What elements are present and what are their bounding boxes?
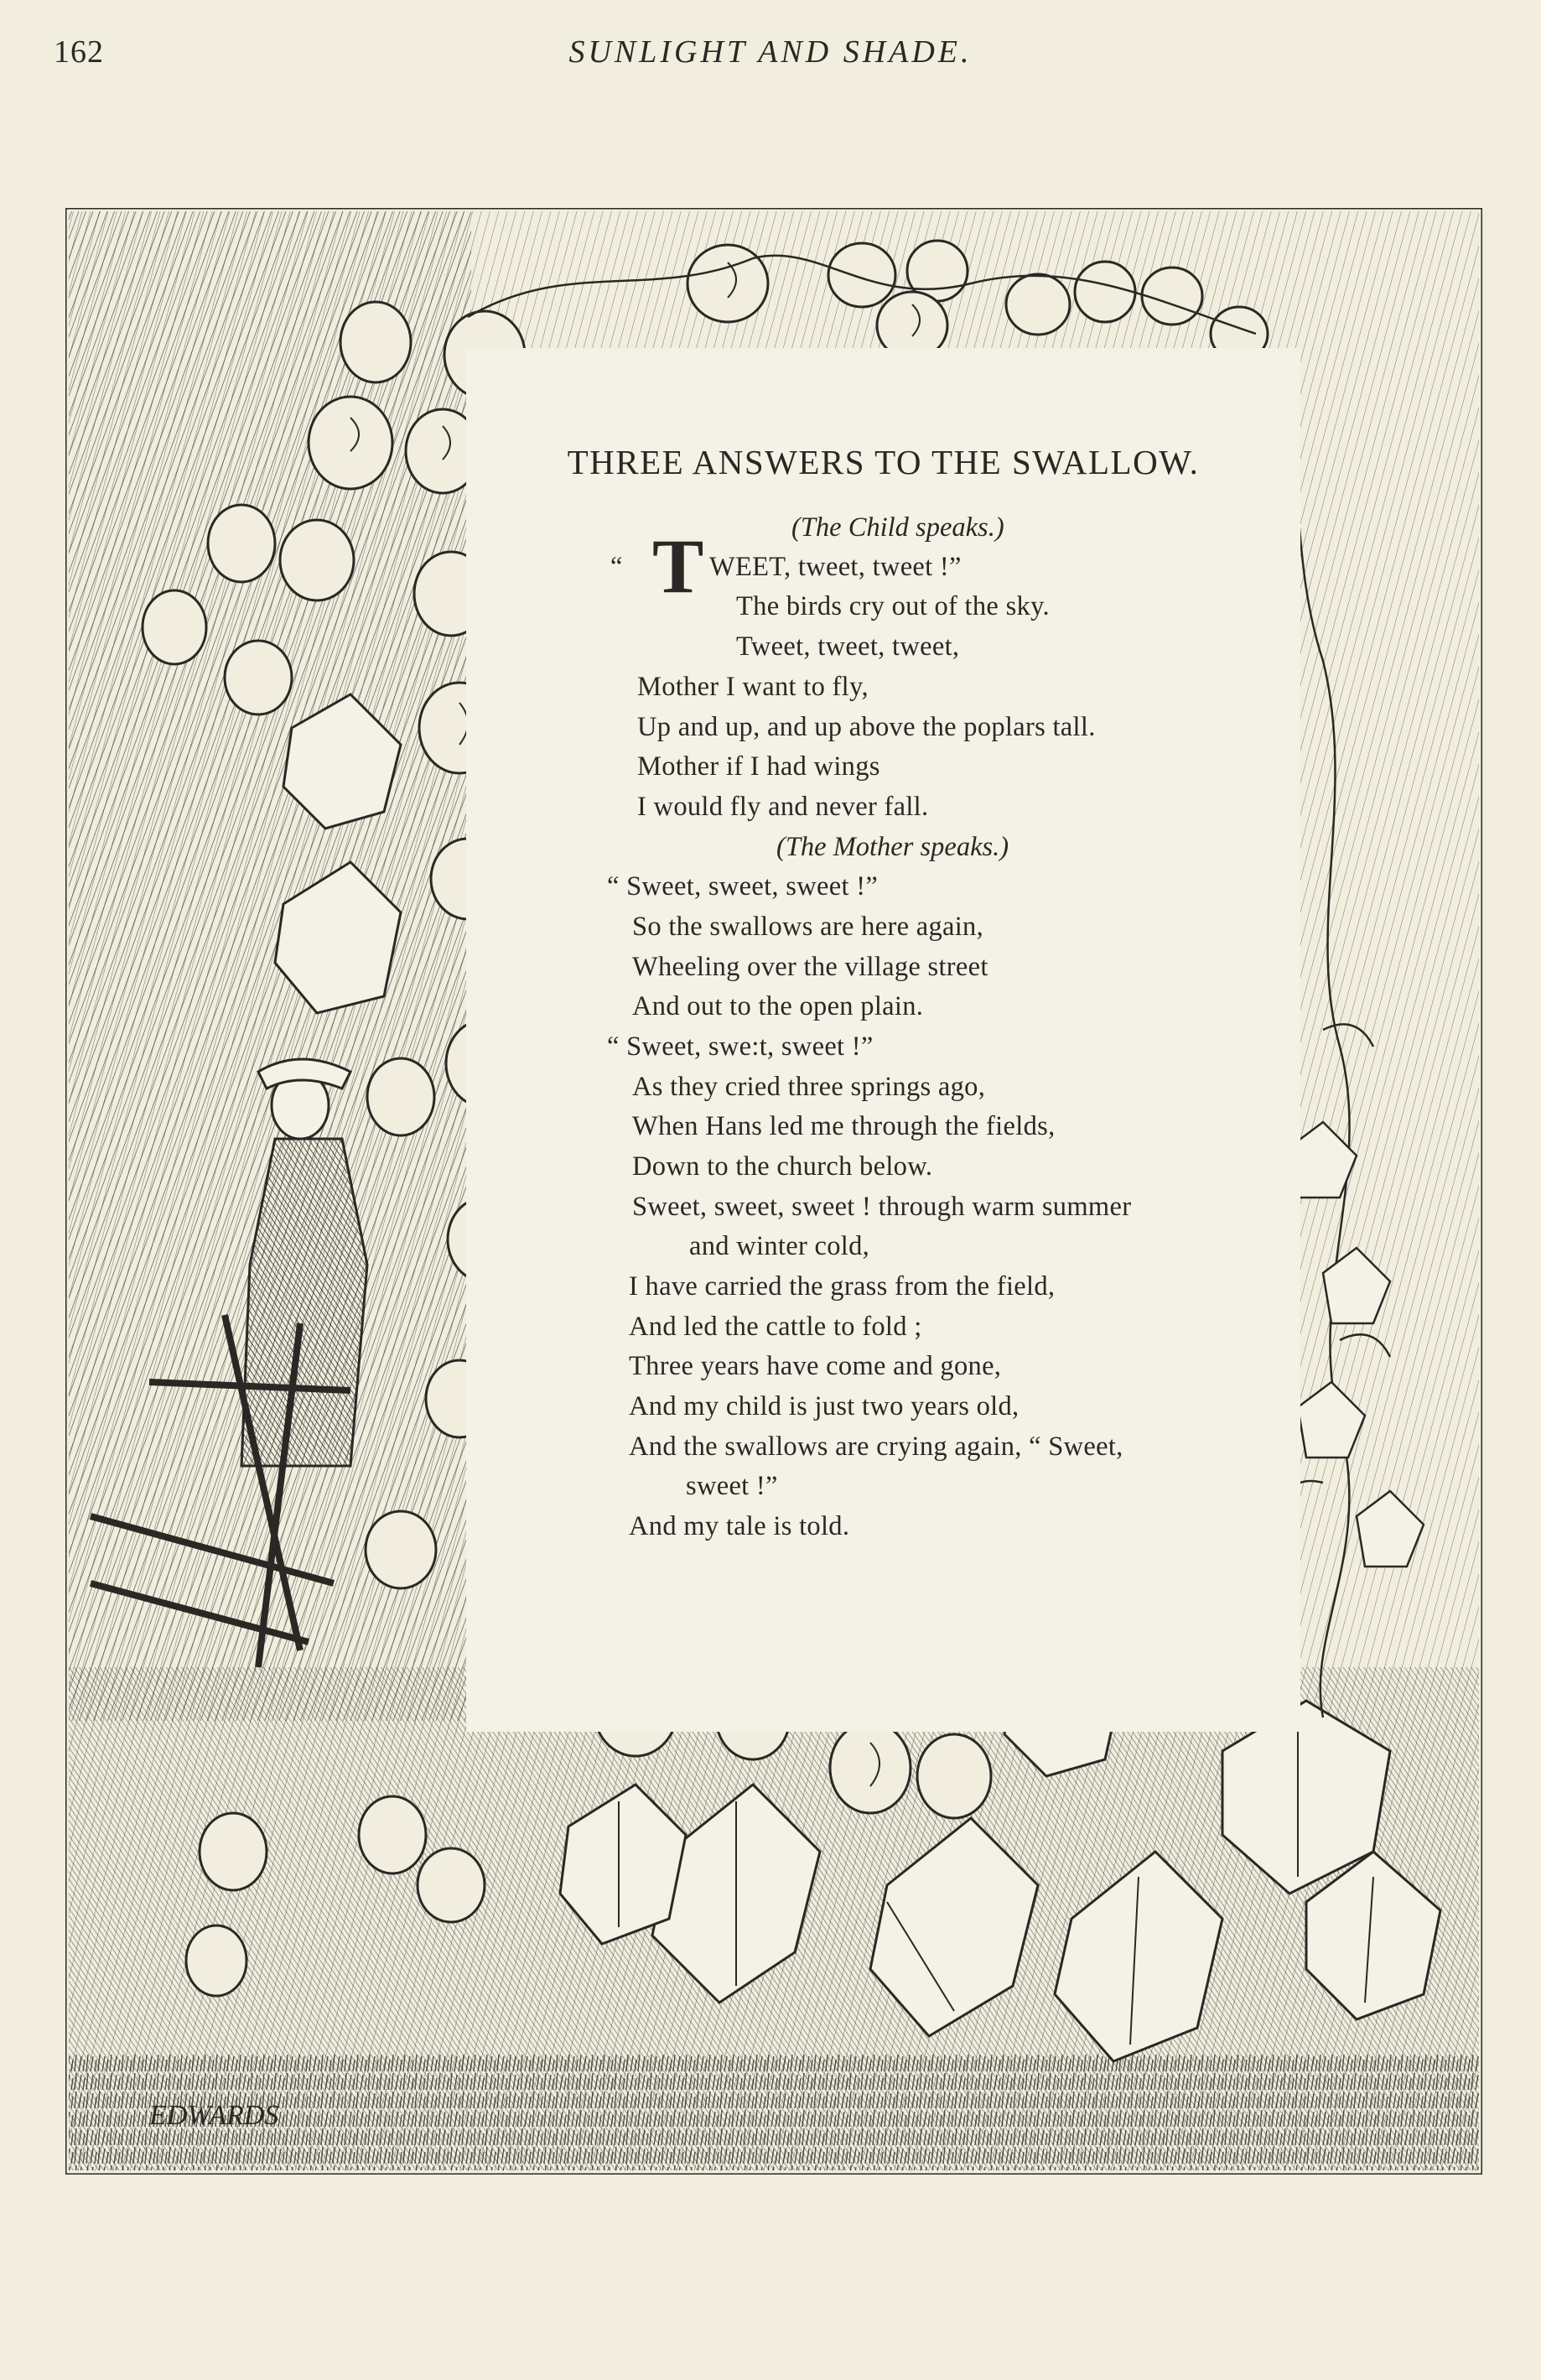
opening-quote: “	[610, 552, 623, 582]
speaker-mother: (The Mother speaks.)	[776, 832, 1009, 862]
poem-line: I would fly and never fall.	[637, 792, 929, 822]
poem-line: When Hans led me through the fields,	[632, 1111, 1056, 1141]
poem-line: Wheeling over the village street	[632, 952, 988, 982]
drop-cap: T	[652, 523, 704, 609]
poem-line: Mother if I had wings	[637, 751, 880, 782]
poem-line: Up and up, and up above the poplars tall.	[637, 712, 1096, 742]
running-title: SUNLIGHT AND SHADE.	[568, 34, 973, 70]
page-number: 162	[54, 34, 104, 70]
poem-line: “ Sweet, swe:t, sweet !”	[607, 1032, 874, 1062]
poem-line: Three years have come and gone,	[629, 1351, 1002, 1381]
poem-panel	[466, 348, 1300, 1732]
poem-line: I have carried the grass from the field,	[629, 1271, 1056, 1302]
poem-line: The birds cry out of the sky.	[736, 591, 1050, 621]
poem-line: So the swallows are here again,	[632, 912, 984, 942]
poem-line: WEET, tweet, tweet !”	[709, 552, 962, 582]
poem-line: And the swallows are crying again, “ Sweet,	[629, 1432, 1123, 1462]
engraver-signature: EDWARDS	[149, 2100, 279, 2131]
poem-line: As they cried three springs ago,	[632, 1072, 986, 1102]
poem-line: And my tale is told.	[629, 1511, 850, 1541]
poem-line: And out to the open plain.	[632, 991, 924, 1021]
poem-line: sweet !”	[686, 1471, 778, 1501]
poem-line: Sweet, sweet, sweet ! through warm summer	[632, 1192, 1132, 1222]
running-header	[0, 34, 1541, 84]
poem-line: And my child is just two years old,	[629, 1391, 1020, 1421]
poem-line: And led the cattle to fold ;	[629, 1312, 922, 1342]
poem-line: and winter cold,	[689, 1231, 870, 1261]
poem-line: Down to the church below.	[632, 1151, 933, 1182]
poem-title: THREE ANSWERS TO THE SWALLOW.	[567, 443, 1200, 481]
speaker-child: (The Child speaks.)	[791, 512, 1004, 543]
poem-line: “ Sweet, sweet, sweet !”	[607, 871, 879, 902]
poem-line: Mother I want to fly,	[637, 672, 869, 702]
poem-line: Tweet, tweet, tweet,	[736, 631, 960, 662]
